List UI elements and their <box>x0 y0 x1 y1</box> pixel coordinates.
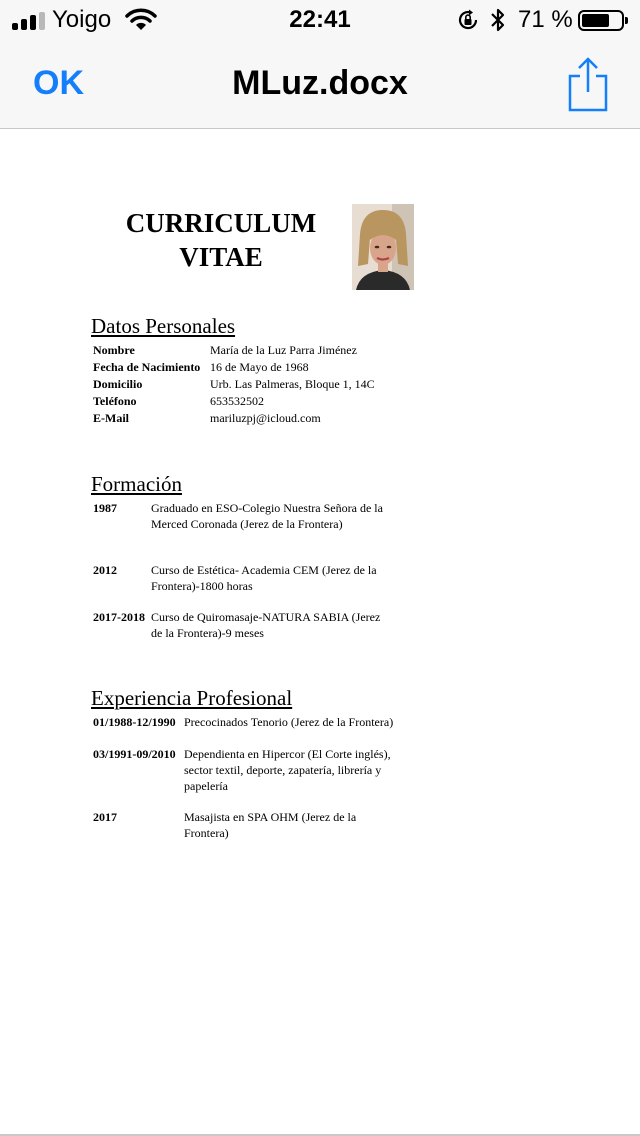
personal-row-birthdate <box>93 359 413 375</box>
experience-item <box>93 714 423 730</box>
document-title: MLuz.docx <box>232 64 408 102</box>
rotation-lock-icon <box>456 8 480 32</box>
education-year: 2017-2018 <box>93 610 145 624</box>
experience-period: 2017 <box>93 810 117 824</box>
education-item <box>93 609 393 641</box>
education-item <box>93 500 393 548</box>
experience-item <box>93 809 423 841</box>
education-description: Graduado en ESO-Colegio Nuestra Señora de la Merced Coronada (Jerez de la Frontera) <box>151 501 383 531</box>
personal-label: Domicilio <box>93 377 143 391</box>
experience-heading: Experiencia Profesional <box>91 686 293 710</box>
battery-percent: 71 % <box>518 6 573 33</box>
education-description: Curso de Quiromasaje-NATURA SABIA (Jerez de la Frontera)-9 meses <box>151 610 381 640</box>
personal-row-email <box>93 410 413 426</box>
personal-data-heading: Datos Personales <box>91 314 236 338</box>
clock: 22:41 <box>289 6 351 33</box>
personal-label: Teléfono <box>93 394 137 408</box>
education-item <box>93 562 393 594</box>
education-description: Curso de Estética- Academia CEM (Jerez de la Frontera)-1800 horas <box>151 563 377 593</box>
personal-value: mariluzpj@icloud.com <box>210 411 321 425</box>
carrier-name: Yoigo <box>52 6 112 33</box>
personal-value: María de la Luz Parra Jiménez <box>210 343 357 357</box>
experience-description: Masajista en SPA OHM (Jerez de la Frontera) <box>184 810 357 840</box>
personal-value: Urb. Las Palmeras, Bloque 1, 14C <box>210 377 375 391</box>
education-year: 1987 <box>93 501 117 515</box>
navigation-bar <box>0 40 640 129</box>
experience-item <box>93 746 423 794</box>
personal-row-phone <box>93 393 413 409</box>
personal-label: E-Mail <box>93 411 129 425</box>
personal-label: Fecha de Nacimiento <box>93 360 201 374</box>
status-bar <box>0 0 640 40</box>
experience-period: 03/1991-09/2010 <box>93 747 176 761</box>
cv-title <box>110 206 332 274</box>
profile-photo <box>352 204 414 290</box>
document-page <box>0 130 640 1134</box>
experience-description: Dependienta en Hipercor (El Corte inglés), sector textil, deporte, zapatería, librería y papelería <box>184 747 391 793</box>
personal-value: 653532502 <box>210 394 264 408</box>
personal-label: Nombre <box>93 343 135 357</box>
education-year: 2012 <box>93 563 117 577</box>
education-heading: Formación <box>91 472 182 496</box>
battery-level <box>582 14 609 27</box>
personal-row-name <box>93 342 413 358</box>
ok-button[interactable]: OK <box>33 64 84 102</box>
cv-title-line1: CURRICULUM <box>125 208 317 238</box>
experience-period: 01/1988-12/1990 <box>93 715 176 729</box>
personal-value: 16 de Mayo de 1968 <box>210 360 309 374</box>
cv-title-line2: VITAE <box>179 242 263 272</box>
personal-row-address <box>93 376 413 392</box>
share-icon[interactable] <box>566 56 610 112</box>
battery-icon <box>578 10 624 31</box>
experience-description: Precocinados Tenorio (Jerez de la Frontera) <box>184 715 394 729</box>
bluetooth-icon <box>488 7 508 33</box>
